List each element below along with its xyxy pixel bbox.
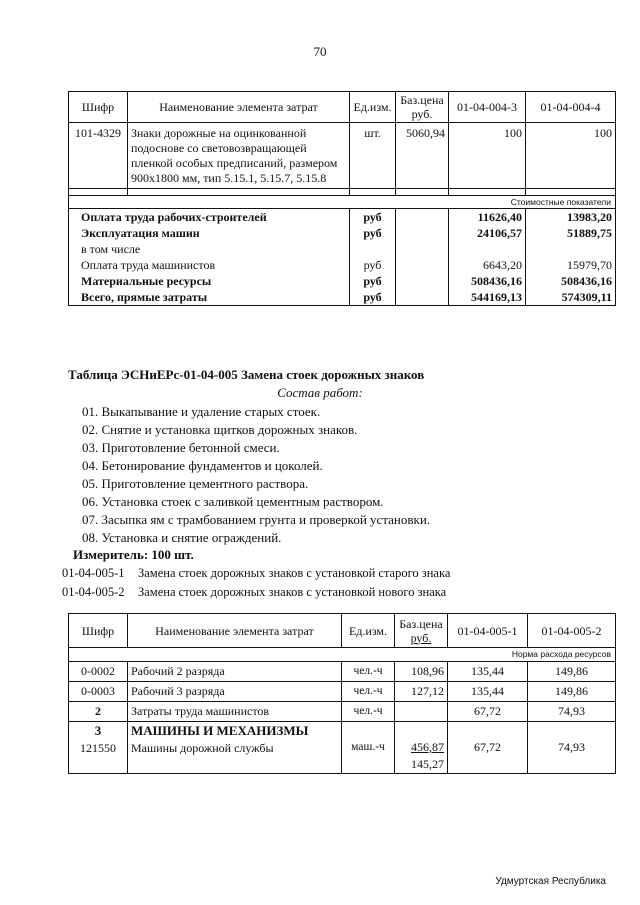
header-name: Наименование элемента затрат <box>128 92 350 123</box>
table-header-row <box>69 92 616 123</box>
cost-unit: руб <box>350 225 396 241</box>
machine-price <box>395 722 448 774</box>
table-row <box>69 702 616 722</box>
section-label: Норма расхода ресурсов <box>69 648 616 662</box>
footer-region: Удмуртская Республика <box>495 876 606 887</box>
header-price-line1: Баз.цена <box>400 93 444 107</box>
norm-code-line <box>62 585 446 600</box>
row-code: 2 <box>69 702 128 722</box>
cost-col2: 15979,70 <box>526 257 616 273</box>
meter-label: Измеритель: 100 шт. <box>73 547 194 562</box>
header-col1: 01-04-004-3 <box>449 92 526 123</box>
row-col2: 149,86 <box>528 682 616 702</box>
row-code: 0-0003 <box>69 682 128 702</box>
work-composition-heading: Состав работ: <box>277 385 363 400</box>
header-code: Шифр <box>69 92 128 123</box>
table-header-row <box>69 614 616 648</box>
group-code: 3 <box>94 723 102 738</box>
section-row <box>69 196 616 209</box>
cost-name: в том числе <box>69 241 350 257</box>
row-col1: 135,44 <box>448 682 528 702</box>
list-item: 04. Бетонирование фундаментов и цоколей. <box>82 458 323 473</box>
row-unit: чел.-ч <box>342 682 395 702</box>
cost-row <box>69 209 616 226</box>
row-name: Затраты труда машинистов <box>128 702 342 722</box>
resource-table-01-04-004 <box>68 91 616 306</box>
cost-row <box>69 273 616 289</box>
row-code <box>69 722 128 774</box>
table-row <box>69 662 616 682</box>
cost-col1: 6643,20 <box>449 257 526 273</box>
item-code: 101-4329 <box>69 123 128 189</box>
list-item: 01. Выкапывание и удаление старых стоек. <box>82 404 321 419</box>
row-price: 108,96 <box>395 662 448 682</box>
header-price <box>395 614 448 648</box>
header-name: Наименование элемента затрат <box>128 614 342 648</box>
cost-col1 <box>449 241 526 257</box>
row-col1: 135,44 <box>448 662 528 682</box>
cost-unit: руб <box>350 273 396 289</box>
cost-col2: 508436,16 <box>526 273 616 289</box>
list-item: 02. Снятие и установка щитков дорожных знаков. <box>82 422 358 437</box>
cost-col2 <box>526 241 616 257</box>
machine-code: 121550 <box>80 741 116 755</box>
cost-row <box>69 225 616 241</box>
machine-unit: маш.-ч <box>342 722 395 774</box>
header-price-line2: руб. <box>411 107 433 121</box>
cost-col1: 544169,13 <box>449 289 526 306</box>
item-unit: шт. <box>350 123 396 189</box>
item-price: 5060,94 <box>396 123 449 189</box>
norm-description: Замена стоек дорожных знаков с установкой нового знака <box>138 585 447 599</box>
cost-unit <box>350 241 396 257</box>
cost-col1: 24106,57 <box>449 225 526 241</box>
item-col1: 100 <box>449 123 526 189</box>
cost-name: Всего, прямые затраты <box>69 289 350 306</box>
machine-price-main: 456,87 <box>411 740 444 754</box>
header-price <box>396 92 449 123</box>
row-code: 0-0002 <box>69 662 128 682</box>
row-price: 127,12 <box>395 682 448 702</box>
cost-unit: руб <box>350 209 396 226</box>
cost-name: Эксплуатация машин <box>69 225 350 241</box>
cost-name: Оплата труда рабочих-строителей <box>69 209 350 226</box>
row-price <box>395 702 448 722</box>
table-title: Таблица ЭСНиЕРс-01-04-005 Замена стоек дорожных знаков <box>68 367 425 382</box>
row-name: Рабочий 3 разряда <box>128 682 342 702</box>
header-price-line1: Баз.цена <box>399 616 443 631</box>
page-number: 70 <box>313 44 327 59</box>
cost-name: Оплата труда машинистов <box>69 257 350 273</box>
machine-price-secondary: 145,27 <box>411 757 444 771</box>
cost-row <box>69 241 616 257</box>
header-unit: Ед.изм. <box>350 92 396 123</box>
table-row <box>69 123 616 189</box>
list-item: 07. Засыпка ям с трамбованием грунта и проверкой установки. <box>82 512 431 527</box>
machine-col1: 67,72 <box>448 722 528 774</box>
list-item: 08. Установка и снятие ограждений. <box>82 530 282 545</box>
row-unit: чел.-ч <box>342 662 395 682</box>
row-name <box>128 722 342 774</box>
cost-unit: руб <box>350 257 396 273</box>
resource-table-01-04-005 <box>68 613 616 774</box>
machine-col2: 74,93 <box>528 722 616 774</box>
cost-unit: руб <box>350 289 396 306</box>
row-col2: 74,93 <box>528 702 616 722</box>
item-col2: 100 <box>526 123 616 189</box>
cost-col2: 574309,11 <box>526 289 616 306</box>
header-code: Шифр <box>69 614 128 648</box>
table-row <box>69 682 616 702</box>
header-col1: 01-04-005-1 <box>448 614 528 648</box>
table-row <box>69 722 616 774</box>
item-name: Знаки дорожные на оцинкованной подоснове со световозвращающей пленкой особых предписаний, размером 900х1800 мм, тип 5.15.1, 5.15.7, 5.15.8 <box>128 123 350 189</box>
header-unit: Ед.изм. <box>342 614 395 648</box>
cost-col1: 508436,16 <box>449 273 526 289</box>
norm-code-line <box>62 566 450 581</box>
norm-description: Замена стоек дорожных знаков с установкой старого знака <box>138 566 451 580</box>
header-col2: 01-04-004-4 <box>526 92 616 123</box>
section-label: Стоимостные показатели <box>69 196 616 209</box>
work-list <box>82 403 430 547</box>
cost-col2: 51889,75 <box>526 225 616 241</box>
group-name: МАШИНЫ И МЕХАНИЗМЫ <box>131 723 309 738</box>
norm-code: 01-04-005-1 <box>62 566 125 580</box>
row-col2: 149,86 <box>528 662 616 682</box>
spacer-row <box>69 189 616 196</box>
list-item: 06. Установка стоек с заливкой цементным раствором. <box>82 494 384 509</box>
list-item: 05. Приготовление цементного раствора. <box>82 476 309 491</box>
norm-code: 01-04-005-2 <box>62 585 125 599</box>
header-price-line2: руб. <box>410 630 432 645</box>
row-name: Рабочий 2 разряда <box>128 662 342 682</box>
row-unit: чел.-ч <box>342 702 395 722</box>
cost-col1: 11626,40 <box>449 209 526 226</box>
list-item: 03. Приготовление бетонной смеси. <box>82 440 280 455</box>
row-col1: 67,72 <box>448 702 528 722</box>
cost-row <box>69 257 616 273</box>
cost-row <box>69 289 616 306</box>
section-row <box>69 648 616 662</box>
cost-col2: 13983,20 <box>526 209 616 226</box>
cost-name: Материальные ресурсы <box>69 273 350 289</box>
header-col2: 01-04-005-2 <box>528 614 616 648</box>
machine-name: Машины дорожной службы <box>131 741 274 755</box>
